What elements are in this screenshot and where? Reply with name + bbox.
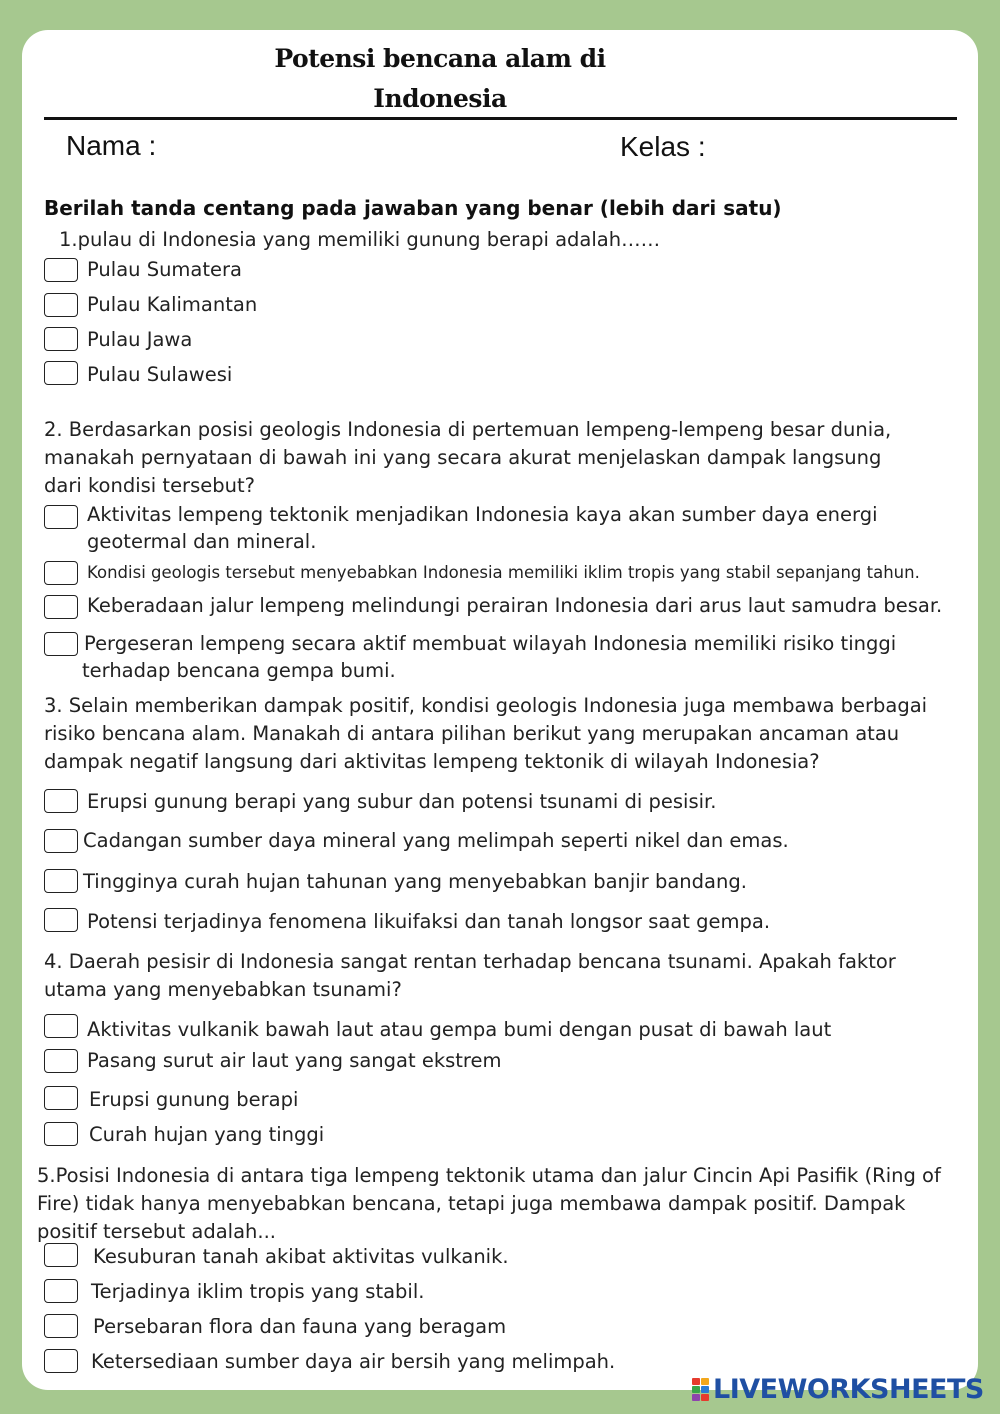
q4-option-2-label: Pasang surut air laut yang sangat ekstrem (87, 1049, 502, 1072)
q2-option-1-label: Aktivitas lempeng tektonik menjadikan Indonesia kaya akan sumber daya energi geotermal dan mineral. (87, 503, 878, 553)
name-label: Nama : (66, 130, 157, 161)
question-1-body: pulau di Indonesia yang memiliki gunung berapi adalah…… (77, 228, 661, 251)
q3-option-2-label: Cadangan sumber daya mineral yang melimpah seperti nikel dan emas. (83, 829, 789, 852)
q3-option-4-checkbox[interactable] (44, 908, 78, 932)
question-4-text: 4. Daerah pesisir di Indonesia sangat rentan terhadap bencana tsunami. Apakah faktor utama yang menyebabkan tsunami? (44, 950, 896, 1001)
q2-option-4-checkbox[interactable] (44, 632, 78, 656)
q5-option-2-checkbox[interactable] (44, 1279, 78, 1303)
q3-option-1-label: Erupsi gunung berapi yang subur dan potensi tsunami di pesisir. (87, 790, 717, 813)
q4-option-4-checkbox[interactable] (44, 1122, 78, 1146)
q4-option-1-checkbox[interactable] (44, 1014, 78, 1038)
q3-option-3-label: Tingginya curah hujan tahunan yang menyebabkan banjir bandang. (83, 870, 747, 893)
q2-option-2-checkbox[interactable] (44, 561, 78, 585)
question-5-text: 5.Posisi Indonesia di antara tiga lempeng tektonik utama dan jalur Cincin Api Pasifik (Ring of Fire) tidak hanya menyebabkan bencana, tetapi juga membawa dampak positif. Dampak positif tersebut adalah... (37, 1164, 941, 1243)
question-3-text: 3. Selain memberikan dampak positif, kondisi geologis Indonesia juga membawa berbagai risiko bencana alam. Manakah di antara pilihan berikut yang merupakan ancaman atau dampak negatif langsung dari aktivitas lempeng tektonik di wilayah Indonesia? (44, 694, 928, 773)
q5-option-3-label: Persebaran flora dan fauna yang beragam (93, 1315, 507, 1338)
q3-option-1-checkbox[interactable] (44, 789, 78, 813)
q1-option-2-checkbox[interactable] (44, 293, 78, 317)
q3-option-3-checkbox[interactable] (44, 869, 78, 893)
title-divider (44, 117, 957, 120)
question-1-number: 1. (59, 228, 78, 251)
q2-option-1-checkbox[interactable] (44, 505, 78, 529)
q1-option-3-checkbox[interactable] (44, 327, 78, 351)
q1-option-1-label: Pulau Sumatera (87, 258, 242, 281)
q2-option-2-label: Kondisi geologis tersebut menyebabkan Indonesia memiliki iklim tropis yang stabil sepanjang tahun. (87, 563, 920, 582)
q2-option-3-checkbox[interactable] (44, 595, 78, 619)
class-label: Kelas : (620, 131, 706, 162)
q1-option-1-checkbox[interactable] (44, 258, 78, 282)
q1-option-4-checkbox[interactable] (44, 361, 78, 385)
q3-option-2-checkbox[interactable] (44, 829, 78, 853)
q4-option-1-label: Aktivitas vulkanik bawah laut atau gempa bumi dengan pusat di bawah laut (87, 1018, 832, 1041)
q3-option-4-label: Potensi terjadinya fenomena likuifaksi dan tanah longsor saat gempa. (87, 910, 771, 933)
q5-option-1-label: Kesuburan tanah akibat aktivitas vulkanik. (93, 1245, 509, 1268)
q5-option-2-label: Terjadinya iklim tropis yang stabil. (91, 1280, 425, 1303)
q1-option-2-label: Pulau Kalimantan (87, 293, 258, 316)
worksheet-title-line2: Indonesia (373, 84, 507, 113)
q1-option-3-label: Pulau Jawa (87, 328, 193, 351)
question-1-text (59, 226, 660, 254)
liveworksheets-logo (692, 1372, 984, 1406)
q4-option-3-checkbox[interactable] (44, 1086, 78, 1110)
worksheet-title-line1: Potensi bencana alam di (274, 44, 606, 73)
q4-option-3-label: Erupsi gunung berapi (89, 1088, 299, 1111)
q5-option-1-checkbox[interactable] (44, 1243, 78, 1267)
q2-option-4-label: Pergeseran lempeng secara aktif membuat wilayah Indonesia memiliki risiko tinggi terhadap bencana gempa bumi. (82, 632, 897, 682)
question-2-text: 2. Berdasarkan posisi geologis Indonesia di pertemuan lempeng-lempeng besar dunia, manakah pernyataan di bawah ini yang secara akurat menjelaskan dampak langsung dari kondisi tersebut? (44, 418, 892, 497)
liveworksheets-logo-text: LIVEWORKSHEETS (713, 1373, 984, 1405)
instruction-text: Berilah tanda centang pada jawaban yang benar (lebih dari satu) (44, 196, 782, 220)
q4-option-4-label: Curah hujan yang tinggi (89, 1123, 325, 1146)
q1-option-4-label: Pulau Sulawesi (87, 363, 233, 386)
q5-option-3-checkbox[interactable] (44, 1314, 78, 1338)
q4-option-2-checkbox[interactable] (44, 1049, 78, 1073)
liveworksheets-logo-icon (692, 1376, 710, 1402)
q2-option-3-label: Keberadaan jalur lempeng melindungi perairan Indonesia dari arus laut samudra besar. (87, 594, 943, 617)
q5-option-4-label: Ketersediaan sumber daya air bersih yang melimpah. (91, 1350, 616, 1373)
q5-option-4-checkbox[interactable] (44, 1349, 78, 1373)
